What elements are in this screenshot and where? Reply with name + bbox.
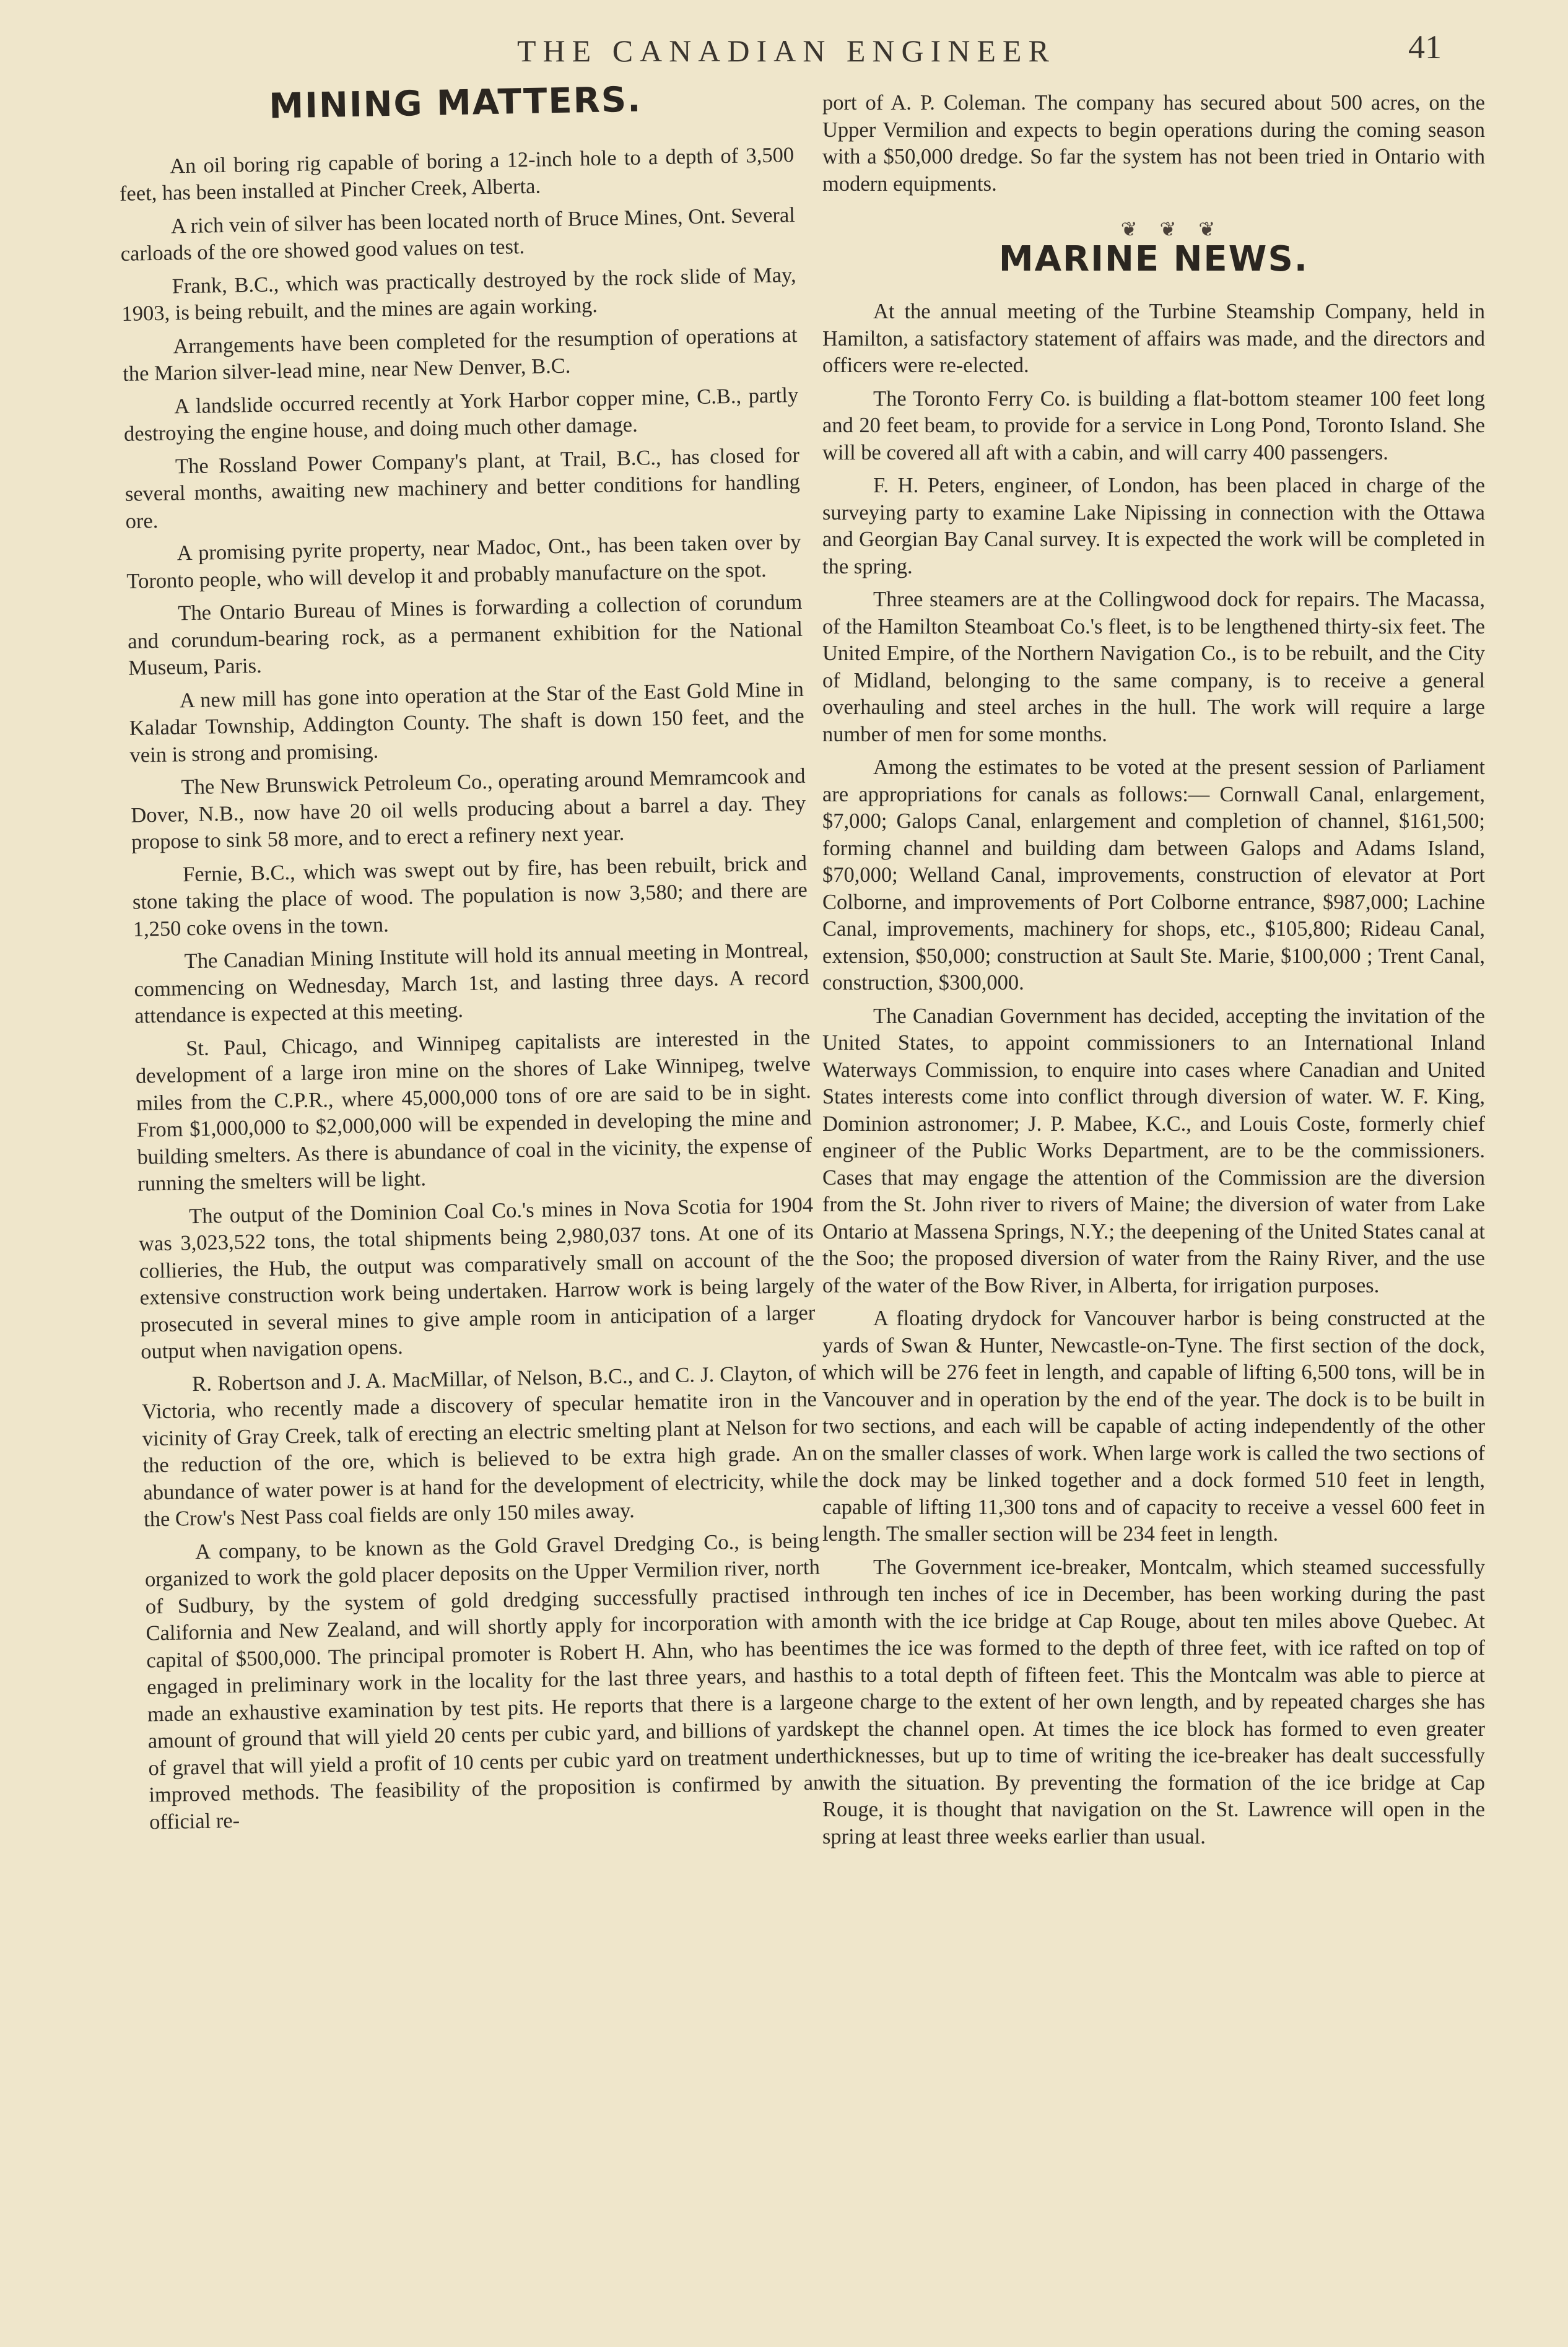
mining-paragraph: The Ontario Bureau of Mines is forwarding a collection of corundum and corundum-bearing rock, as a permanent exhibition for the National Museum, Paris. [127,590,803,680]
mining-paragraph: The New Brunswick Petroleum Co., operating around Memramcook and Dover, N.B., now have 20 oil wells producing about a barrel a day. They propose to sink 58 more, and to erect a refinery next year. [131,764,806,854]
mining-paragraph: An oil boring rig capable of boring a 12-inch hole to a depth of 3,500 feet, has been installed at Pincher Creek, Alberta. [119,142,795,206]
mining-paragraph: Frank, B.C., which was practically destroyed by the rock slide of May, 1903, is being rebuilt, and the mines are again working. [121,263,796,326]
mining-matters-column [118,81,825,1842]
marine-paragraph: Among the estimates to be voted at the present session of Parliament are appropriations for canals as follows:— Cornwall Canal, enlargement, $7,000; Galops Canal, enlargement and completion of channel, $161,500; forming channel and building dam between Galops and Adams Island, $70,000; Welland Canal, improvements, construction of elevator at Port Colborne, and improvements of Port Colborne entrance, $987,000; Lachine Canal, improvements, machinery for shops, etc., $105,800; Rideau Canal, extension, $50,000; construction at Sault Ste. Marie, $100,000 ; Trent Canal, construction, $300,000. [822,755,1485,995]
mining-matters-heading: MINING MATTERS. [268,79,642,127]
marine-news-heading: MARINE NEWS. [998,238,1309,279]
mining-paragraph: St. Paul, Chicago, and Winnipeg capitalists are interested in the development of a large iron mine on the shores of Lake Winnipeg, twelve miles from the C.P.R., where 45,000,000 tons of ore are said to be in sight. From $1,000,000 to $2,000,000 will be expended in developing the mine and building smelters. As there is abundance of coal in the vicinity, the expense of running the smelters will be light. [135,1025,812,1196]
marine-paragraph: The Government ice-breaker, Montcalm, which steamed successfully through ten inches of ice in December, has been working during the past month with the ice bridge at Cap Rouge, about ten miles above Quebec. At times the ice was formed to the depth of three feet, with ice rafted on top of this to a total depth of fifteen feet. This the Montcalm was able to pierce at one charge to the extent of her own length, and by repeated charges she has kept the channel open. At times the ice block has formed to even greater thicknesses, but up to time of writing the ice-breaker has dealt successfully with the situation. By preventing the formation of the ice bridge at Cap Rouge, it is thought that navigation on the St. Lawrence will open in the spring at least three weeks earlier than usual. [822,1555,1485,1848]
mining-paragraph: A company, to be known as the Gold Gravel Dredging Co., is being organized to work the gold placer deposits on the Upper Vermilion river, north of Sudbury, by the system of gold dredging successfully practised in California and New Zealand, and will shortly apply for incorporation with a capital of $500,000. The principal promoter is Robert H. Ahn, who has been engaged in preliminary work in the locality for the last three years, and has made an exhaustive examination by test pits. He reports that there is a large amount of ground that will yield 20 cents per cubic yard, and billions of yards of gravel that will yield a profit of 10 cents per cubic yard on treatment under improved methods. The feasibility of the proposition is confirmed by an official re- [144,1528,824,1834]
mining-paragraph: A landslide occurred recently at York Harbor copper mine, C.B., partly destroying the engine house, and doing much other damage. [123,383,799,446]
mining-paragraph: Fernie, B.C., which was swept out by fire, has been rebuilt, brick and stone taking the place of wood. The population is now 3,580; and there are 1,250 coke ovens in the town. [132,851,808,941]
section-separator-ornament: ❦ ❦ ❦ [1120,218,1224,240]
marine-paragraph: Three steamers are at the Collingwood dock for repairs. The Macassa, of the Hamilton Steamboat Co.'s fleet, is to be lengthened thirty-six feet. The United Empire, of the Northern Navigation Co., is to be rebuilt, and the City of Midland, belonging to the same company, is to receive a general overhauling and steel arches in the hull. The work will require a large number of men for some months. [822,588,1485,746]
mining-paragraph: The Rossland Power Company's plant, at Trail, B.C., has closed for several months, awaiting new machinery and better conditions for handling ore. [124,443,801,533]
page-number: 41 [1408,28,1442,66]
marine-paragraph: F. H. Peters, engineer, of London, has been placed in charge of the surveying party to examine Lake Nipissing in connection with the Ottawa and Georgian Bay Canal survey. It is expected the work will be completed in the spring. [822,474,1485,578]
marine-paragraph: The Toronto Ferry Co. is building a flat-bottom steamer 100 feet long and 20 feet beam, to provide for a service in Long Pond, Toronto Island. She will be covered all aft with a cabin, and will carry 400 passengers. [822,386,1485,464]
mining-paragraph: Arrangements have been completed for the resumption of operations at the Marion silver-lead mine, near New Denver, B.C. [122,323,798,386]
mining-paragraph: The output of the Dominion Coal Co.'s mines in Nova Scotia for 1904 was 3,023,522 tons, the total shipments being 2,980,037 tons. At one of its collieries, the Hub, the output was comparatively small on account of the extensive construction work being undertaken. Harrow work is being largely prosecuted in several mines to give ample room in anticipation of a larger output when navigation opens. [138,1193,816,1364]
running-head [0,28,1568,77]
continued-paragraph: port of A. P. Coleman. The company has secured about 500 acres, on the Upper Vermilion and expects to begin operations during the coming season with a $50,000 dredge. So far the system has not been tried in Ontario with modern equipments. [822,91,1485,196]
marine-paragraph: The Canadian Government has decided, accepting the invitation of the United States, to appoint commissioners to an International Inland Waterways Commission, to enquire into cases where Canadian and United States interests come into conflict through diversion of water. W. F. King, Dominion astronomer; J. P. Mabee, K.C., and Louis Coste, formerly chief engineer of the Public Works Department, are to be the commissioners. Cases that may engage the attention of the Commission are the diversion from the St. John river to rivers of Maine; the diversion of water from Lake Ontario at Massena Springs, N.Y.; the deepening of the United States canal at the Soo; the proposed diversion of water from the Rainy River, and the use of the water of the Bow River, in Alberta, for irrigation purposes. [822,1004,1485,1297]
mining-paragraph: The Canadian Mining Institute will hold its annual meeting in Montreal, commencing on Wednesday, March 1st, and lasting three days. A record attendance is expected at this meeting. [134,938,809,1028]
marine-paragraph: At the annual meeting of the Turbine Steamship Company, held in Hamilton, a satisfactory statement of affairs was made, and the directors and officers were re-elected. [822,300,1485,377]
journal-title: THE CANADIAN ENGINEER [517,33,1056,68]
marine-paragraph: A floating drydock for Vancouver harbor is being constructed at the yards of Swan & Hunter, Newcastle-on-Tyne. The first section of the dock, which will be 276 feet in length, and capable of lifting 6,500 tons, will be in Vancouver and in operation by the end of the year. The dock is to be built in two sections, and each will be capable of acting independently of the other on the smaller classes of work. When large work is called the two sections of the dock may be linked together and a dock formed 510 feet in length, capable of lifting 11,300 tons and of capacity to receive a vessel 600 feet in length. The smaller section will be 234 feet in length. [822,1307,1485,1546]
mining-paragraph: A new mill has gone into operation at the Star of the East Gold Mine in Kaladar Township, Addington County. The shaft is down 150 feet, and the vein is strong and promising. [129,677,804,767]
mining-paragraph: A rich vein of silver has been located north of Bruce Mines, Ont. Several carloads of the ore showed good values on test. [120,202,796,266]
mining-paragraph: A promising pyrite property, near Madoc, Ont., has been taken over by Toronto people, who will develop it and probably manufacture on the spot. [126,529,801,593]
marine-news-column [822,90,1485,1857]
mining-paragraph: R. Robertson and J. A. MacMillar, of Nelson, B.C., and C. J. Clayton, of Victoria, who recently made a discovery of specular hematite iron in the vicinity of Gray Creek, talk of erecting an electric smelting plant at Nelson for the reduction of the ore, which is believed to be extra high grade. An abundance of water power is at hand for the development of electricity, while the Crow's Nest Pass coal fields are only 150 miles away. [141,1361,819,1531]
